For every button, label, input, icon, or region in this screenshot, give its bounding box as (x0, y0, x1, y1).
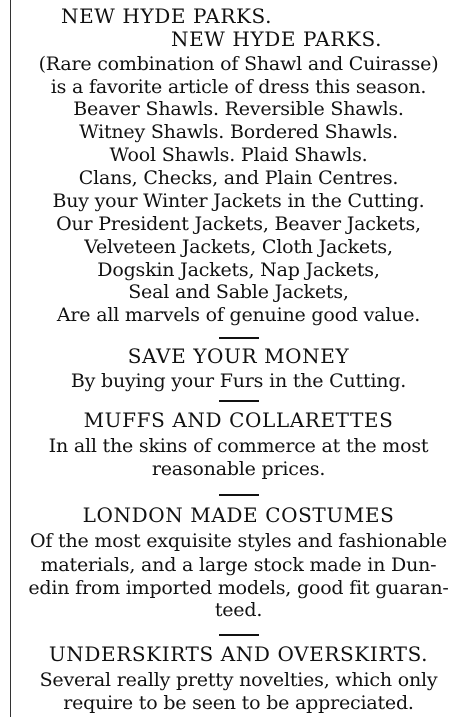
intro-line: is a favorite article of dress this season. (50, 76, 427, 98)
divider-rule (219, 400, 259, 402)
intro-line: Dogskin Jackets, Nap Jackets, (97, 259, 380, 281)
section-line: require to be seen to be appreciated. (63, 692, 414, 714)
section-line: In all the skins of commerce at the most (48, 435, 429, 457)
section-line: By buying your Furs in the Cutting. (70, 370, 407, 392)
intro-line: Buy your Winter Jackets in the Cutting. (52, 190, 425, 212)
intro-line: Wool Shawls. Plaid Shawls. (109, 144, 368, 166)
heading-new-hyde-parks-1: NEW HYDE PARKS. (61, 4, 273, 28)
intro-line: Velveteen Jackets, Cloth Jackets, (84, 236, 393, 258)
heading-new-hyde-parks-2: NEW HYDE PARKS. (171, 27, 383, 51)
advertisement-column (10, 0, 466, 717)
divider-rule (219, 634, 259, 636)
section-title-save-money: SAVE YOUR MONEY (127, 344, 350, 368)
intro-line: Our President Jackets, Beaver Jackets, (56, 213, 421, 235)
section-line: teed. (214, 599, 263, 621)
intro-line: Witney Shawls. Bordered Shawls. (79, 121, 398, 143)
section-line: materials, and a large stock made in Dun- (40, 554, 437, 576)
section-line: Of the most exquisite styles and fashionable (30, 530, 447, 552)
section-title-muffs: MUFFS AND COLLARETTES (83, 408, 394, 432)
divider-rule (219, 494, 259, 496)
intro-line: (Rare combination of Shawl and Cuirasse) (38, 53, 439, 75)
intro-line: Clans, Checks, and Plain Centres. (78, 167, 399, 189)
divider-rule (219, 337, 259, 339)
section-title-london-costumes: LONDON MADE COSTUMES (82, 503, 395, 527)
section-line: Several really pretty novelties, which only (39, 669, 438, 691)
section-title-underskirts: UNDERSKIRTS AND OVERSKIRTS. (48, 642, 429, 666)
intro-line: Beaver Shawls. Reversible Shawls. (73, 98, 404, 120)
intro-line: Seal and Sable Jackets, (128, 281, 349, 303)
section-line: reasonable prices. (151, 458, 326, 480)
intro-line: Are all marvels of genuine good value. (56, 304, 421, 326)
section-line: edin from imported models, good fit guaran- (28, 577, 449, 599)
